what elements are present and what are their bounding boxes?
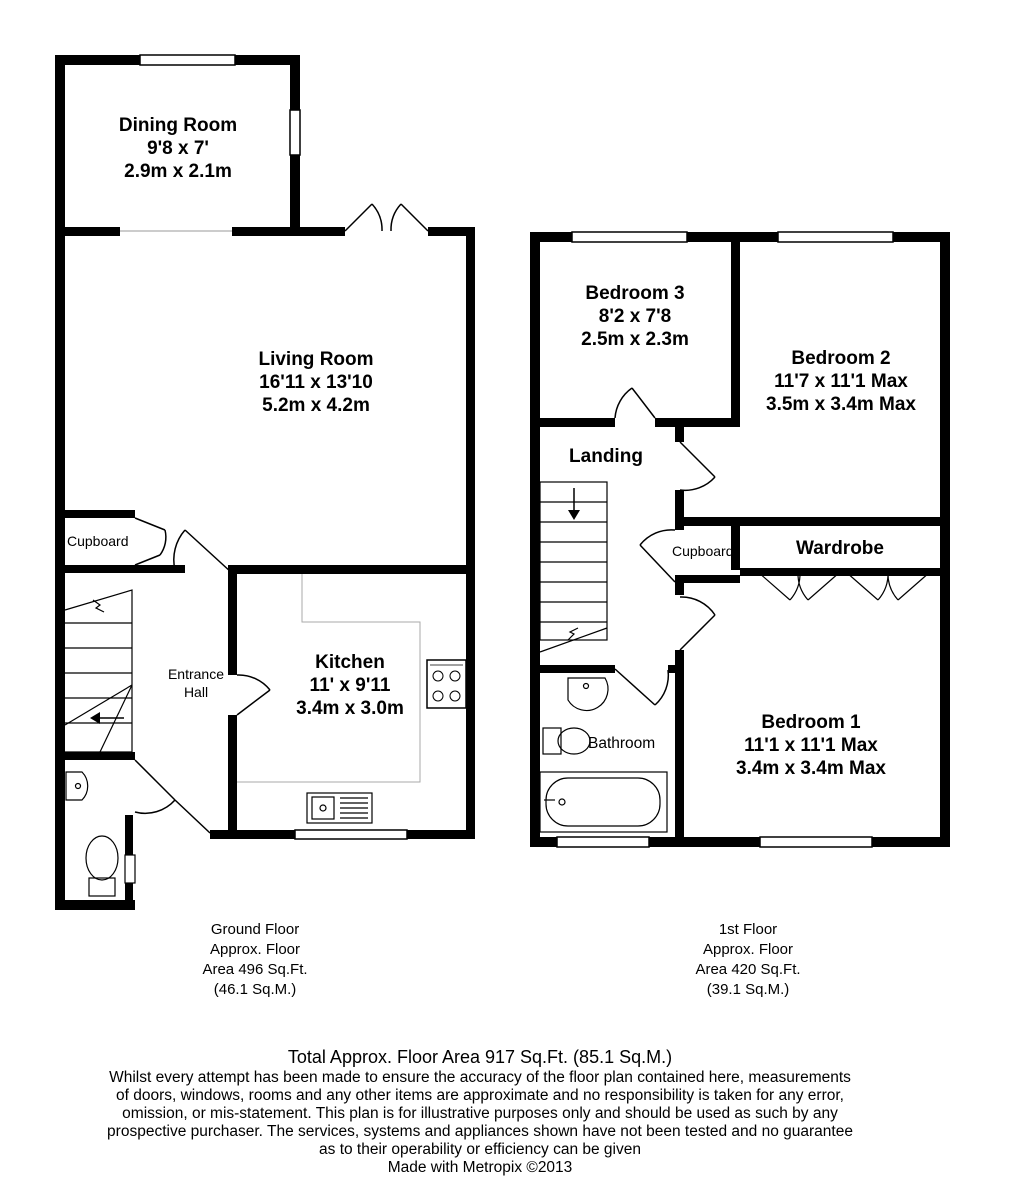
footer xyxy=(40,1045,920,1177)
wc-window xyxy=(125,855,135,883)
first-caption-line1: 1st Floor xyxy=(718,921,778,938)
disclaimer-line3: omission, or mis-statement. This plan is for illustrative purposes only and should be used as such by any xyxy=(122,1105,838,1122)
entrance-hall-label-2: Hall xyxy=(183,684,209,700)
living-room-name: Living Room xyxy=(258,349,374,370)
bed3-name: Bedroom 3 xyxy=(585,283,685,304)
french-doors xyxy=(345,204,428,231)
bed2-metric: 3.5m x 3.4m Max xyxy=(766,394,916,415)
wc-door xyxy=(135,760,210,833)
ground-stairs xyxy=(65,590,132,752)
bed1-name: Bedroom 1 xyxy=(761,712,861,733)
bed3-door xyxy=(615,388,655,418)
ground-caption-line4: (46.1 Sq.M.) xyxy=(213,981,297,998)
bed1-metric: 3.4m x 3.4m Max xyxy=(736,758,886,779)
ground-caption-line1: Ground Floor xyxy=(210,921,300,938)
dining-room-name: Dining Room xyxy=(118,115,238,136)
entrance-hall-label-1: Entrance xyxy=(167,666,225,682)
ground-caption-line3: Area 496 Sq.Ft. xyxy=(202,961,308,978)
bed2-name: Bedroom 2 xyxy=(791,348,891,369)
disclaimer-line2: of doors, windows, rooms and any other items are approximate and no responsibility is taken for any error, xyxy=(115,1087,844,1104)
kitchen-imperial: 11' x 9'11 xyxy=(309,675,391,696)
dining-room-imperial: 9'8 x 7' xyxy=(147,138,209,159)
ground-floor-plan xyxy=(55,55,475,910)
wardrobe-label: Wardrobe xyxy=(796,538,884,559)
bed2-window xyxy=(778,232,893,242)
bed3-metric: 2.5m x 2.3m xyxy=(581,329,689,350)
bathtub-icon xyxy=(540,772,667,832)
toilet-icon xyxy=(86,836,118,896)
basin-icon xyxy=(66,772,88,800)
cupboard-door xyxy=(135,518,166,565)
disclaimer-line5: as to their operability or efficiency can be given xyxy=(319,1141,641,1158)
dining-room-metric: 2.9m x 2.1m xyxy=(124,161,232,182)
kitchen-window xyxy=(295,830,407,839)
bathroom-basin-icon xyxy=(568,678,608,711)
first-floor-caption xyxy=(648,920,848,1000)
living-room-walls xyxy=(290,227,475,839)
bathroom-toilet-icon xyxy=(543,728,590,754)
bathroom-label: Bathroom xyxy=(588,735,656,752)
kitchen-metric: 3.4m x 3.0m xyxy=(296,698,404,719)
landing-label: Landing xyxy=(569,446,643,467)
ground-cupboard-label: Cupboard xyxy=(67,533,129,549)
credit: Made with Metropix ©2013 xyxy=(387,1159,573,1176)
bathroom-top-wall xyxy=(540,665,615,673)
living-room-metric: 5.2m x 4.2m xyxy=(262,395,370,416)
landing-cupboard-door xyxy=(640,530,675,582)
kitchen-name: Kitchen xyxy=(315,652,385,673)
landing-cupboard-label: Cupboard xyxy=(672,543,734,559)
first-stairs-arrow-icon xyxy=(568,488,580,520)
ground-floor-caption xyxy=(155,920,355,1000)
bed1-imperial: 11'1 x 11'1 Max xyxy=(744,735,878,756)
ground-caption-line2: Approx. Floor xyxy=(209,941,301,958)
bed3-imperial: 8'2 x 7'8 xyxy=(598,306,672,327)
dining-window-top xyxy=(140,55,235,65)
bed2-door xyxy=(680,442,715,490)
bed1-window xyxy=(760,837,872,847)
bathroom-window xyxy=(557,837,649,847)
living-room-imperial: 16'11 x 13'10 xyxy=(259,372,373,393)
total-area: Total Approx. Floor Area 917 Sq.Ft. (85.1 Sq.M.) xyxy=(287,1047,673,1067)
first-caption-line4: (39.1 Sq.M.) xyxy=(706,981,790,998)
bed2-imperial: 11'7 x 11'1 Max xyxy=(774,371,908,392)
disclaimer-line4: prospective purchaser. The services, systems and appliances shown have not been tested and no guarantee xyxy=(107,1123,853,1140)
kitchen-sink-icon xyxy=(307,793,372,823)
bed1-door xyxy=(680,597,715,650)
wardrobe-doors xyxy=(758,572,930,600)
hob-icon xyxy=(427,660,466,708)
first-caption-line3: Area 420 Sq.Ft. xyxy=(695,961,801,978)
dining-window-side xyxy=(290,110,300,155)
bed2-bottom-wall xyxy=(675,517,950,526)
disclaimer-line1: Whilst every attempt has been made to ensure the accuracy of the floor plan contained here, measurements xyxy=(109,1069,851,1086)
first-floor-plan xyxy=(530,232,950,847)
bathroom-door xyxy=(615,669,668,705)
first-caption-line2: Approx. Floor xyxy=(702,941,794,958)
kitchen-door xyxy=(237,675,270,715)
bed3-window xyxy=(572,232,687,242)
bed1-left-wall xyxy=(675,650,684,840)
